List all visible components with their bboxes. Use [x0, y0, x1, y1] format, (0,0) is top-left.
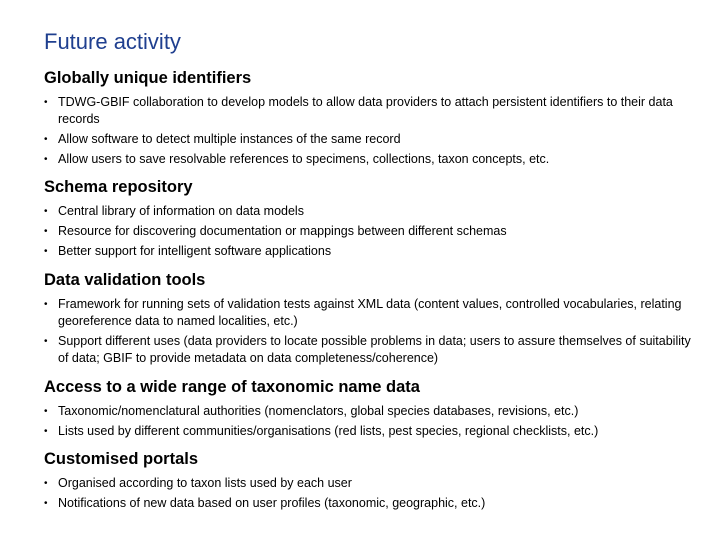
list-item	[44, 333, 704, 367]
section-taxonomic-name-data	[44, 377, 704, 443]
list-item-text: Allow software to detect multiple instances of the same record	[58, 132, 401, 146]
section-heading: Access to a wide range of taxonomic name data	[44, 378, 420, 396]
bullet-icon: •	[44, 154, 48, 165]
list-item	[44, 203, 704, 220]
bullet-icon: •	[44, 336, 48, 347]
section-globally-unique-identifiers	[44, 68, 704, 171]
list-item	[44, 495, 704, 512]
list-item-text: Organised according to taxon lists used by each user	[58, 476, 352, 490]
list-item	[44, 151, 704, 168]
list-item	[44, 423, 704, 440]
list-item	[44, 94, 704, 128]
bullet-icon: •	[44, 406, 48, 417]
section-heading: Globally unique identifiers	[44, 69, 252, 87]
bullet-icon: •	[44, 426, 48, 437]
section-heading: Schema repository	[44, 178, 193, 196]
bullet-list	[44, 296, 704, 367]
list-item	[44, 131, 704, 148]
list-item-text: Resource for discovering documentation or mappings between different schemas	[58, 224, 507, 238]
bullet-icon: •	[44, 206, 48, 217]
bullet-icon: •	[44, 134, 48, 145]
list-item	[44, 475, 704, 492]
list-item	[44, 243, 704, 260]
list-item	[44, 403, 704, 420]
section-heading: Data validation tools	[44, 271, 206, 289]
list-item-text: Support different uses (data providers to locate possible problems in data; users to assure themselves of suitability of data; GBIF to provide metadata on data completeness/coherence)	[58, 334, 691, 365]
list-item-text: TDWG-GBIF collaboration to develop models to allow data providers to attach persistent identifiers to their data records	[58, 95, 673, 126]
section-heading: Customised portals	[44, 450, 199, 468]
list-item-text: Allow users to save resolvable references to specimens, collections, taxon concepts, etc.	[58, 152, 550, 166]
section-customised-portals	[44, 449, 704, 515]
bullet-icon: •	[44, 299, 48, 310]
bullet-icon: •	[44, 478, 48, 489]
bullet-icon: •	[44, 498, 48, 509]
list-item-text: Central library of information on data models	[58, 204, 304, 218]
list-item-text: Taxonomic/nomenclatural authorities (nomenclators, global species databases, revisions, etc.)	[58, 404, 579, 418]
section-data-validation-tools	[44, 270, 704, 370]
list-item-text: Framework for running sets of validation tests against XML data (content values, controlled vocabularies, relating georeference data to named localities, etc.)	[58, 297, 682, 328]
list-item-text: Lists used by different communities/organisations (red lists, pest species, regional checklists, etc.)	[58, 424, 599, 438]
bullet-list	[44, 475, 704, 512]
list-item	[44, 296, 704, 330]
slide-title: Future activity	[44, 29, 181, 54]
list-item-text: Better support for intelligent software applications	[58, 244, 332, 258]
bullet-list	[44, 94, 704, 168]
bullet-list	[44, 403, 704, 440]
list-item-text: Notifications of new data based on user profiles (taxonomic, geographic, etc.)	[58, 496, 486, 510]
bullet-icon: •	[44, 226, 48, 237]
bullet-icon: •	[44, 246, 48, 257]
list-item	[44, 223, 704, 240]
bullet-icon: •	[44, 97, 48, 108]
bullet-list	[44, 203, 704, 260]
section-schema-repository	[44, 177, 704, 263]
